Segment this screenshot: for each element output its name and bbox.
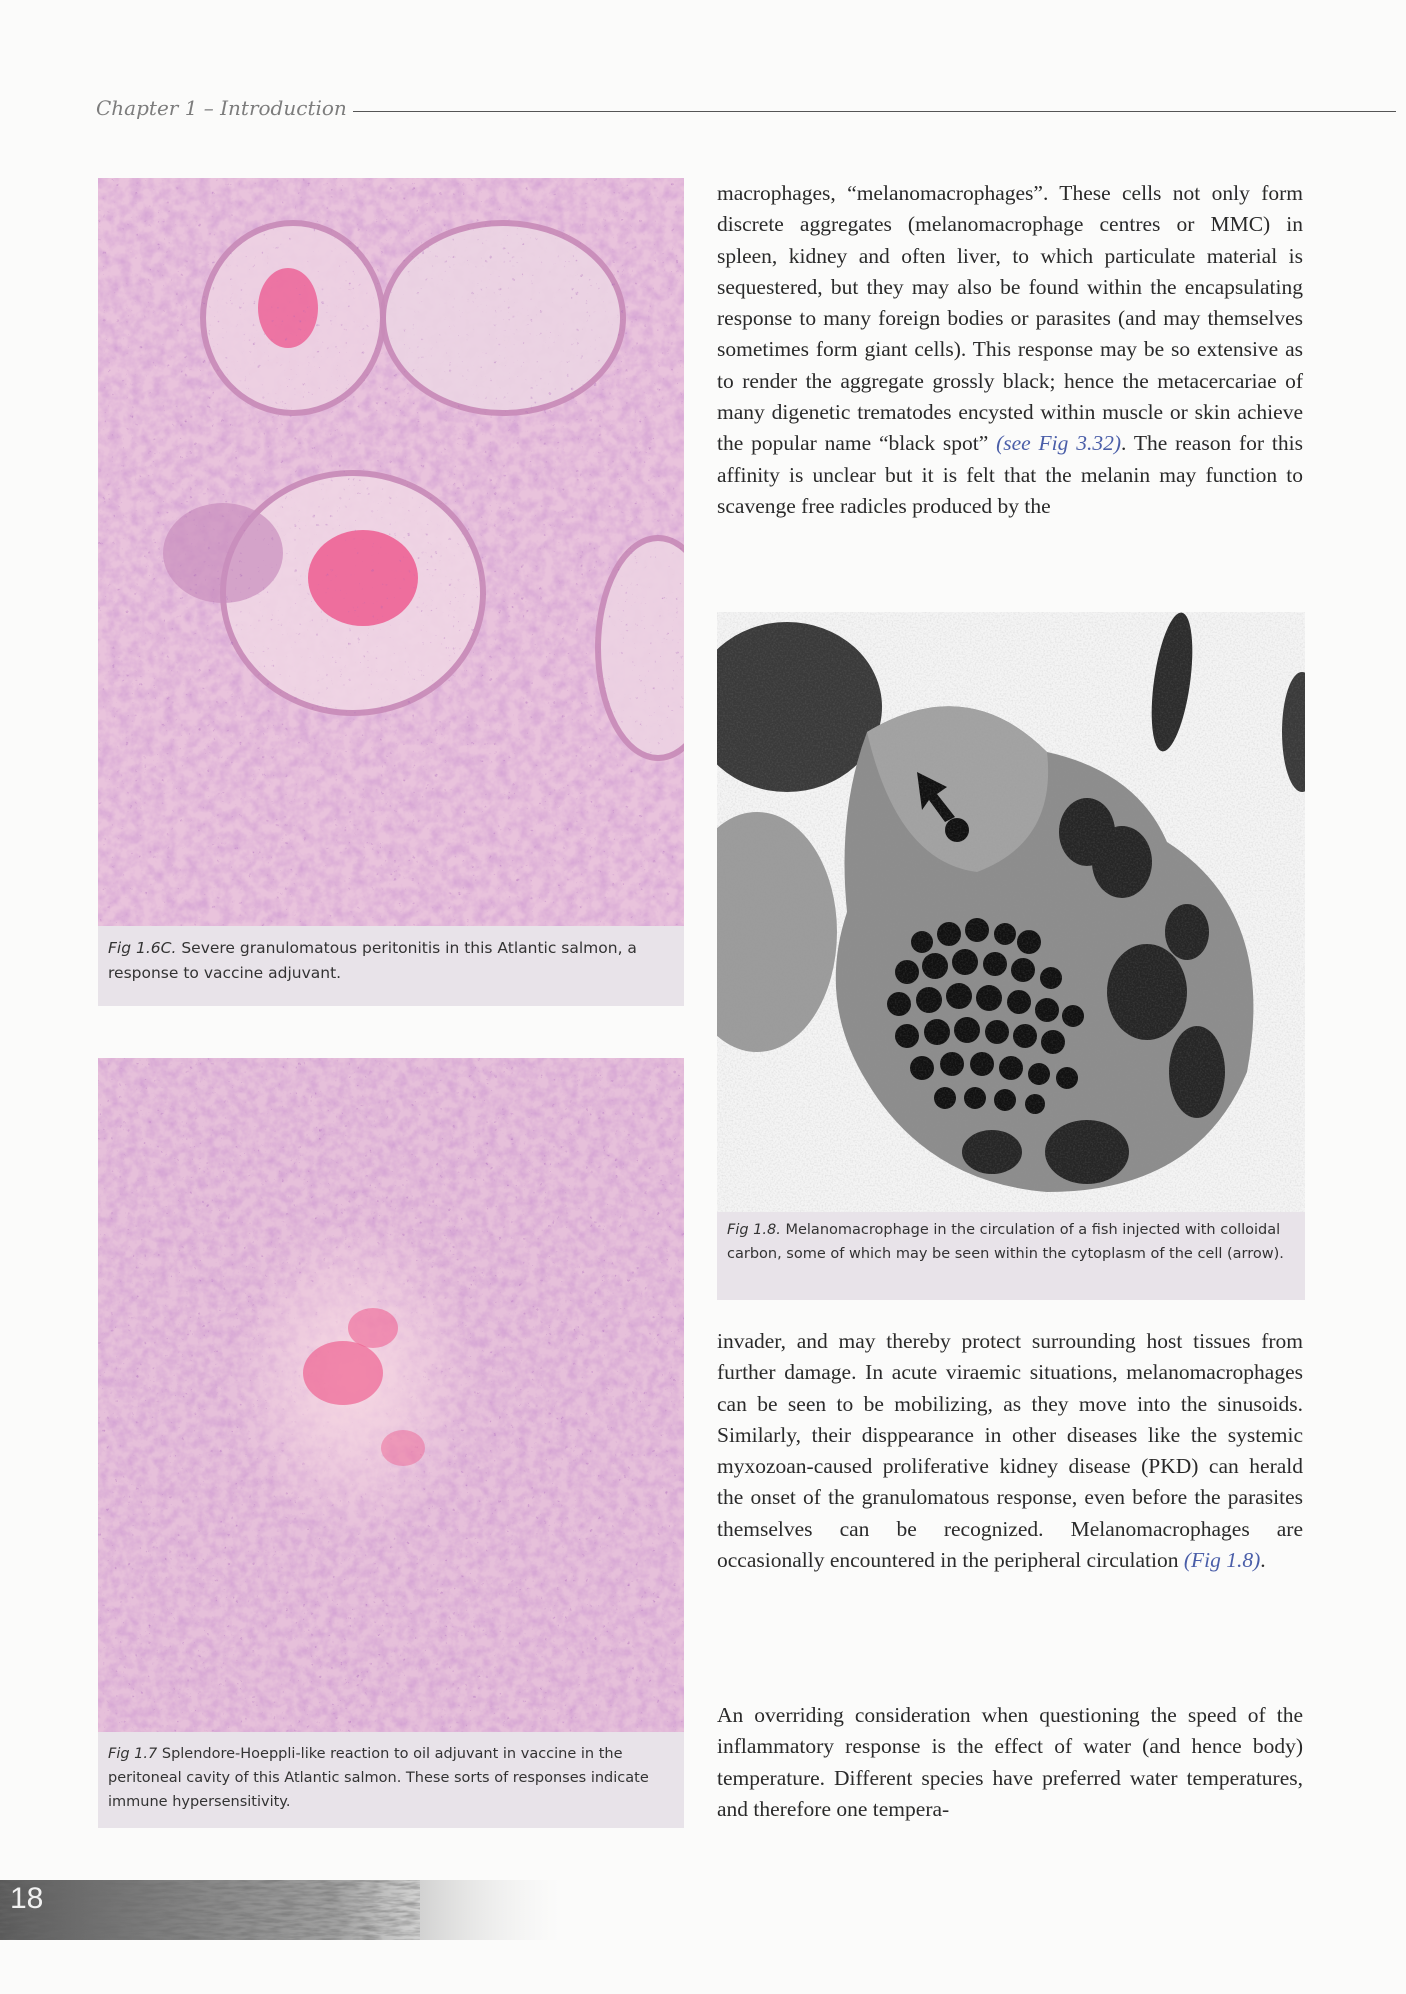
figure-1-8-caption <box>727 1218 1295 1266</box>
paragraph-middle-tail: . <box>1260 1548 1266 1573</box>
running-head-label: Chapter 1 – Introduction <box>96 96 353 120</box>
xref-fig-1-8[interactable]: (Fig 1.8) <box>1183 1548 1261 1573</box>
paragraph-middle <box>717 1326 1303 1576</box>
figure-1-7 <box>98 1058 684 1828</box>
paragraph-top <box>717 178 1303 522</box>
figure-1-8-micrograph <box>717 612 1305 1212</box>
body-text-bottom <box>717 1700 1303 1825</box>
body-text-middle <box>717 1326 1303 1576</box>
figure-1-7-text: Splendore-Hoeppli-like reaction to oil adjuvant in vaccine in the peritoneal cavity of this Atlantic salmon. These sorts of responses indicate immune hypersensitivity. <box>108 1746 649 1810</box>
figure-1-6c <box>98 178 684 1006</box>
running-head <box>96 96 1396 126</box>
paragraph-top-text: macrophages, “melanomacrophages”. These cells not only form discrete aggregates (melanomacrophage centres or MMC) in spleen, kidney and often liver, to which particulate material is sequestered, but they may also be found within the encapsulating response to many foreign bodies or parasites (and may themselves sometimes form giant cells). This response may be so extensive as to render the aggregate grossly black; hence the metacercariae of many digenetic trematodes encysted within muscle or skin achieve the popular name “black spot” <box>717 181 1303 456</box>
figure-1-7-micrograph <box>98 1058 684 1732</box>
xref-fig-3-32[interactable]: (see Fig 3.32) <box>996 431 1122 456</box>
page-number: 18 <box>10 1882 44 1915</box>
figure-1-6c-label: Fig 1.6C. <box>108 939 177 957</box>
body-text-top <box>717 178 1303 522</box>
page-number-band <box>0 1880 560 1940</box>
figure-1-6c-text: Severe granulomatous peritonitis in this Atlantic salmon, a response to vaccine adjuvant. <box>108 939 637 982</box>
figure-1-8-text: Melanomacrophage in the circulation of a fish injected with colloidal carbon, some of which may be seen within the cytoplasm of the cell (arrow). <box>727 1222 1284 1262</box>
figure-1-6c-micrograph <box>98 178 684 926</box>
figure-1-6c-caption <box>108 936 674 986</box>
paragraph-top-tail: . The reason for this affinity is unclear but it is felt that the melanin may function to scavenge free radicles produced by the <box>717 431 1303 518</box>
paragraph-bottom: An overriding consideration when questioning the speed of the inflammatory response is the effect of water (and hence body) temperature. Different species have preferred water temperatures, and therefore one tempera- <box>717 1703 1303 1821</box>
paragraph-middle-text: invader, and may thereby protect surrounding host tissues from further damage. In acute viraemic situations, melanomacrophages can be seen to be mobilizing, as they move into the sinusoids. Similarly, their disppearance in other diseases like the systemic myxozoan-caused proliferative kidney disease (PKD) can herald the onset of the granulomatous response, even before the parasites themselves can be recognized. Melanomacrophages are occasionally encountered in the peripheral circulation <box>717 1329 1303 1573</box>
figure-1-7-caption <box>108 1742 674 1814</box>
figure-1-8-label: Fig 1.8. <box>727 1222 781 1238</box>
figure-1-8 <box>717 612 1305 1300</box>
figure-1-7-label: Fig 1.7 <box>108 1746 158 1762</box>
